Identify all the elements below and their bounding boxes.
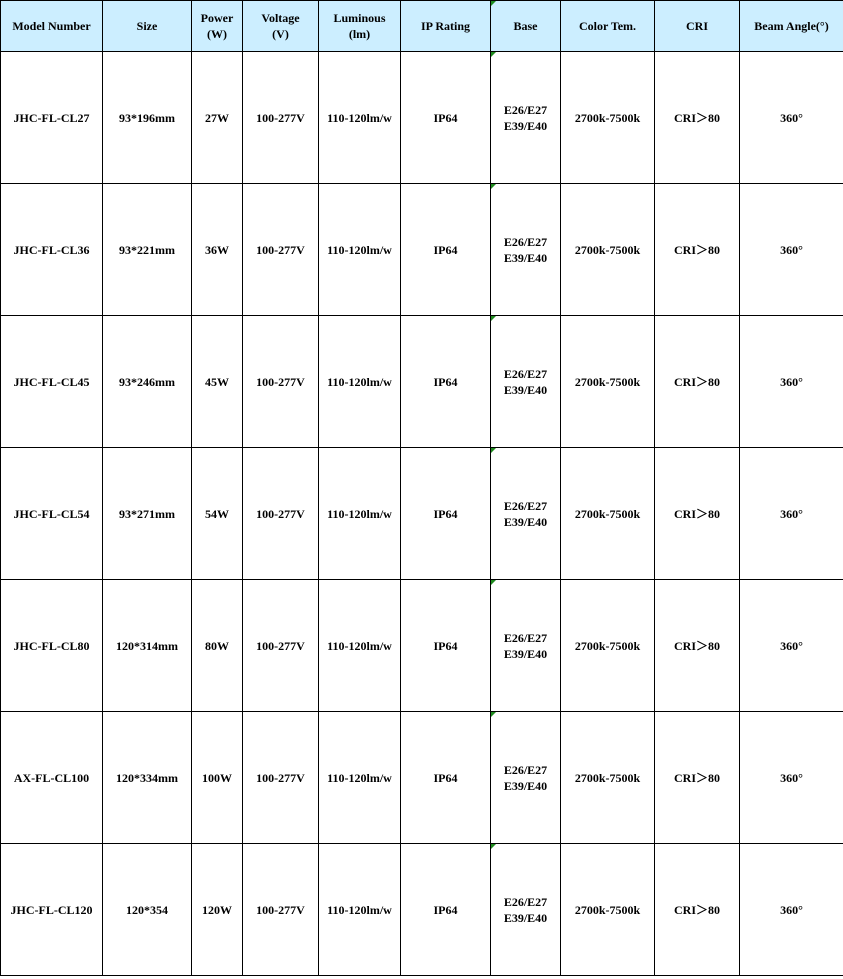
cell-flag-icon [491,1,496,6]
cell-flag-icon [491,52,496,57]
cell-model: JHC-FL-CL80 [1,580,103,712]
cell-color-tem: 2700k-7500k [561,580,655,712]
cell-base-line: E26/E27 [503,366,548,381]
cell-base-line: E39/E40 [503,514,548,529]
cell-ip-rating: IP64 [401,580,491,712]
cell-voltage: 100-277V [243,448,319,580]
cell-size: 93*271mm [103,448,192,580]
cell-color-tem: 2700k-7500k [561,448,655,580]
table-row [1,844,843,976]
header-base [491,1,561,52]
cell-model: JHC-FL-CL36 [1,184,103,316]
cell-color-tem: 2700k-7500k [561,184,655,316]
cell-beam-angle: 360° [740,844,843,976]
cell-ip-rating: IP64 [401,184,491,316]
cell-cri: CRI＞80 [655,712,740,844]
cell-base-line: E26/E27 [503,498,548,513]
cell-base-line: E39/E40 [503,250,548,265]
cell-luminous: 110-120lm/w [319,844,401,976]
cell-cri: CRI＞80 [655,184,740,316]
table-row [1,52,843,184]
cell-power: 54W [192,448,243,580]
header-ip-rating [401,1,491,52]
cell-size: 93*246mm [103,316,192,448]
cell-luminous: 110-120lm/w [319,316,401,448]
cell-beam-angle: 360° [740,52,843,184]
cell-power: 80W [192,580,243,712]
cell-base-line: E26/E27 [503,234,548,249]
cell-power: 36W [192,184,243,316]
header-ip-rating-label: IP Rating [420,19,470,33]
table-row [1,712,843,844]
cell-color-tem: 2700k-7500k [561,712,655,844]
cell-base [491,580,561,712]
cell-ip-rating: IP64 [401,52,491,184]
cell-base-line: E26/E27 [503,894,548,909]
header-voltage [243,1,319,52]
cell-model: JHC-FL-CL27 [1,52,103,184]
table-row [1,448,843,580]
cell-luminous: 110-120lm/w [319,712,401,844]
cell-base-line: E26/E27 [503,102,548,117]
cell-model: JHC-FL-CL45 [1,316,103,448]
cell-power: 27W [192,52,243,184]
cell-cri: CRI＞80 [655,580,740,712]
cell-voltage: 100-277V [243,52,319,184]
table-row [1,580,843,712]
cell-beam-angle: 360° [740,712,843,844]
header-color-tem-label: Color Tem. [578,19,637,33]
header-cri [655,1,740,52]
cell-ip-rating: IP64 [401,712,491,844]
cell-base [491,448,561,580]
cell-base-line: E39/E40 [503,382,548,397]
cell-base-line: E39/E40 [503,646,548,661]
cell-voltage: 100-277V [243,184,319,316]
header-beam-angle [740,1,843,52]
cell-luminous: 110-120lm/w [319,184,401,316]
cell-base [491,844,561,976]
cell-ip-rating: IP64 [401,316,491,448]
cell-power: 120W [192,844,243,976]
cell-beam-angle: 360° [740,184,843,316]
cell-color-tem: 2700k-7500k [561,844,655,976]
cell-beam-angle: 360° [740,580,843,712]
cell-base-line: E26/E27 [503,630,548,645]
header-size [103,1,192,52]
cell-base-line: E26/E27 [503,762,548,777]
cell-beam-angle: 360° [740,316,843,448]
header-voltage-unit: (V) [272,27,289,41]
header-model-number [1,1,103,52]
cell-voltage: 100-277V [243,580,319,712]
cell-size: 120*334mm [103,712,192,844]
cell-luminous: 110-120lm/w [319,580,401,712]
cell-cri: CRI＞80 [655,448,740,580]
cell-flag-icon [491,844,496,849]
cell-base-line: E39/E40 [503,118,548,133]
cell-power: 45W [192,316,243,448]
header-model-number-label: Model Number [12,19,91,33]
header-luminous [319,1,401,52]
cell-flag-icon [491,448,496,453]
cell-voltage: 100-277V [243,844,319,976]
cell-base-line: E39/E40 [503,910,548,925]
table-row [1,184,843,316]
cell-flag-icon [491,316,496,321]
cell-size: 120*354 [103,844,192,976]
cell-model: AX-FL-CL100 [1,712,103,844]
header-power [192,1,243,52]
cell-color-tem: 2700k-7500k [561,52,655,184]
cell-flag-icon [491,712,496,717]
cell-voltage: 100-277V [243,316,319,448]
cell-model: JHC-FL-CL54 [1,448,103,580]
cell-luminous: 110-120lm/w [319,448,401,580]
header-base-label: Base [513,19,538,33]
cell-cri: CRI＞80 [655,316,740,448]
cell-power: 100W [192,712,243,844]
header-cri-label: CRI [685,19,708,33]
cell-luminous: 110-120lm/w [319,52,401,184]
header-luminous-label: Luminous [333,11,386,25]
cell-voltage: 100-277V [243,712,319,844]
cell-model: JHC-FL-CL120 [1,844,103,976]
header-color-tem [561,1,655,52]
cell-base-line: E39/E40 [503,778,548,793]
cell-size: 120*314mm [103,580,192,712]
cell-color-tem: 2700k-7500k [561,316,655,448]
header-size-label: Size [136,19,158,33]
header-voltage-label: Voltage [261,11,300,25]
cell-ip-rating: IP64 [401,844,491,976]
header-power-unit: (W) [207,27,227,41]
cell-ip-rating: IP64 [401,448,491,580]
cell-flag-icon [491,184,496,189]
cell-base [491,184,561,316]
table-row [1,316,843,448]
cell-base [491,316,561,448]
cell-base [491,712,561,844]
cell-size: 93*196mm [103,52,192,184]
cell-base [491,52,561,184]
cell-size: 93*221mm [103,184,192,316]
header-luminous-unit: (lm) [348,27,371,41]
cell-beam-angle: 360° [740,448,843,580]
cell-cri: CRI＞80 [655,52,740,184]
cell-cri: CRI＞80 [655,844,740,976]
header-row [1,1,843,52]
header-power-label: Power [200,11,234,25]
header-beam-angle-label: Beam Angle(°) [754,19,829,33]
cell-flag-icon [491,580,496,585]
